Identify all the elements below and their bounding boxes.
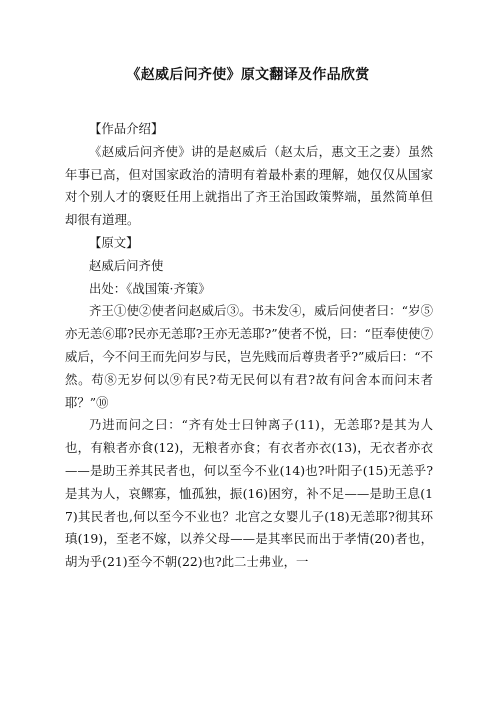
section-heading-original: 【原文】 <box>89 234 139 250</box>
section-heading-intro: 【作品介绍】 <box>89 121 164 136</box>
original-title: 赵威后问齐使 <box>89 257 164 273</box>
document-body <box>65 118 433 574</box>
text-paragraph: 乃进而问之曰：“齐有处士曰钟离子(11)，无恙耶?是其为人也，有粮者亦食(12)，无粮者亦食；有衣者亦衣(13)，无衣者亦衣——是助王养其民者也，何以至今不业(14)也?叶阳子(15)无恙乎?是其为人，哀鳏寡，恤孤独，振(16)困穷，补不足——是助王息(17)其民者也,何以至今不业也？北宫之女婴儿子(18)无恙耶?彻其环瑱(19)，至老不嫁，以养父母——是其率民而出于孝情(20)者也，胡为乎(21)至今不朝(22)也?此二士弗业，一 <box>65 417 433 570</box>
document-title: 《赵威后问齐使》原文翻译及作品欣赏 <box>126 67 370 83</box>
source-line: 出处：《战国策·齐策》 <box>89 280 211 296</box>
text-paragraph: 齐王①使②使者问赵威后③。书未发④，威后问使者曰：“岁⑤亦无恙⑥耶?民亦无恙耶?王亦无恙耶?”使者不悦，曰：“臣奉使使⑦威后，今不问王而先问岁与民，岂先贱而后尊贵者乎?”威后曰：“不然。苟⑧无岁何以⑨有民?苟无民何以有君?故有问舍本而问末者耶？”⑩ <box>65 303 433 410</box>
intro-paragraph: 《赵威后问齐使》讲的是赵威后（赵太后，惠文王之妻）虽然年事已高，但对国家政治的清明有着最朴素的理解，她仅仅从国家对个别人才的褒贬任用上就指出了齐王治国政策弊端，虽然简单但却很有道理。 <box>65 143 433 228</box>
